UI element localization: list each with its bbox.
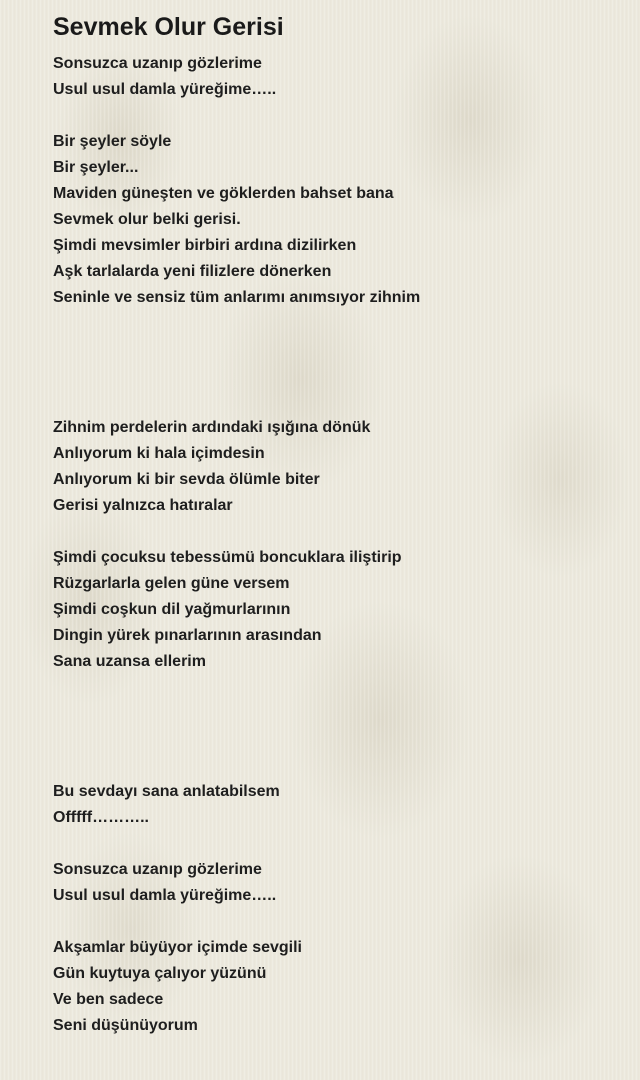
poem-line: Gerisi yalnızca hatıralar [53,497,233,514]
poem-line: Offfff……….. [53,809,149,826]
poem-line: Ve ben sadece [53,991,164,1008]
stanza-break [53,363,613,389]
poem-line: Usul usul damla yüreğime….. [53,887,277,904]
stanza-break [53,909,613,935]
poem-line: Zihnim perdelerin ardındaki ışığına dönük [53,419,371,436]
poem-line: Şimdi çocuksu tebessümü boncuklara iliştirip [53,549,402,566]
poem-line: Rüzgarlarla gelen güne versem [53,575,290,592]
stanza-break [53,519,613,545]
poem-line: Dingin yürek pınarlarının arasından [53,627,322,644]
stanza-break [53,727,613,753]
stanza-break [53,675,613,701]
poem-line: Bir şeyler... [53,159,139,176]
stanza-break [53,831,613,857]
poem-line: Seni düşünüyorum [53,1017,198,1034]
poem-container [53,8,613,1039]
poem-line: Bu sevdayı sana anlatabilsem [53,783,280,800]
poem-line: Maviden güneşten ve göklerden bahset bana [53,185,394,202]
poem-body [53,51,613,1039]
poem-line: Anlıyorum ki hala içimdesin [53,445,265,462]
stanza-break [53,311,613,337]
poem-title: Sevmek Olur Gerisi [53,13,284,41]
poem-line: Usul usul damla yüreğime….. [53,81,277,98]
poem-line: Şimdi coşkun dil yağmurlarının [53,601,291,618]
poem-line: Sana uzansa ellerim [53,653,206,670]
poem-line: Sevmek olur belki gerisi. [53,211,241,228]
poem-line: Aşk tarlalarda yeni filizlere dönerken [53,263,332,280]
poem-line: Şimdi mevsimler birbiri ardına dizilirken [53,237,357,254]
stanza-break [53,753,613,779]
stanza-break [53,103,613,129]
poem-line: Anlıyorum ki bir sevda ölümle biter [53,471,320,488]
poem-line: Sonsuzca uzanıp gözlerime [53,861,262,878]
poem-line: Gün kuytuya çalıyor yüzünü [53,965,267,982]
stanza-break [53,337,613,363]
poem-line: Bir şeyler söyle [53,133,172,150]
stanza-break [53,701,613,727]
poem-line: Seninle ve sensiz tüm anlarımı anımsıyor zihnim [53,289,421,306]
poem-line: Sonsuzca uzanıp gözlerime [53,55,262,72]
stanza-break [53,389,613,415]
poem-line: Akşamlar büyüyor içimde sevgili [53,939,302,956]
